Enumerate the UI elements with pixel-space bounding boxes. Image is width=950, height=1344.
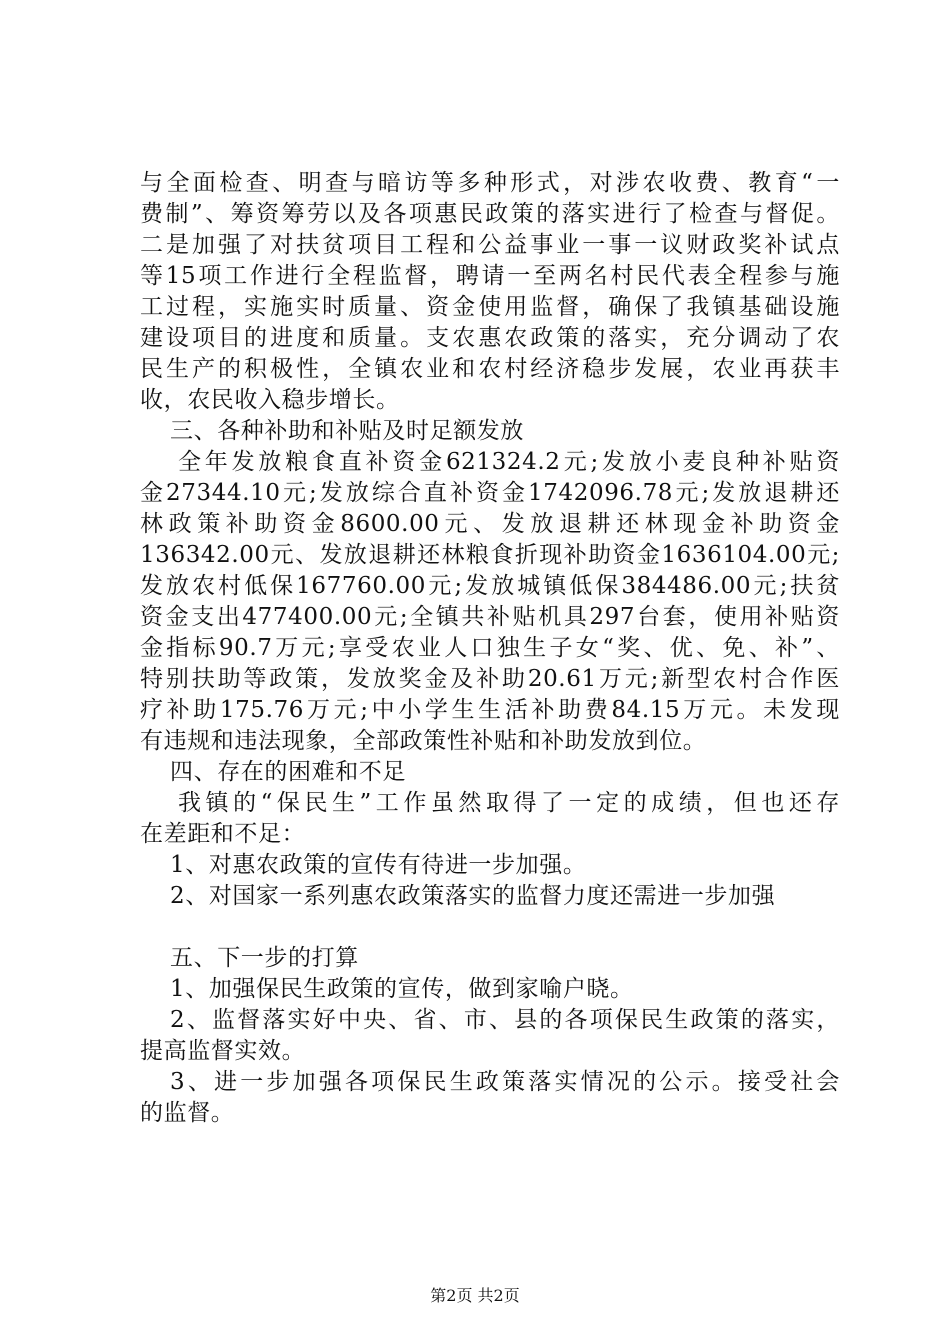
text-line: 等15项工作进行全程监督，聘请一至两名村民代表全程参与施 — [140, 263, 840, 289]
text-line: 金指标90.7万元;享受农业人口独生子女“奖、优、免、补”、 — [140, 635, 840, 661]
section-heading-difficulties: 四、存在的困难和不足 — [170, 759, 406, 785]
text-line: 建设项目的进度和质量。支农惠农政策的落实，充分调动了农 — [140, 325, 840, 351]
text-line: 2、监督落实好中央、省、市、县的各项保民生政策的落实， — [170, 1007, 840, 1033]
text-line: 全年发放粮食直补资金621324.2元;发放小麦良种补贴资 — [178, 449, 840, 475]
document-body — [140, 168, 840, 1129]
text-line: 在差距和不足： — [140, 821, 306, 847]
paragraph-supervision-continued — [140, 168, 840, 416]
list-item-plan-3 — [140, 1067, 840, 1129]
text-line: 与全面检查、明查与暗访等多种形式，对涉农收费、教育“一 — [140, 170, 840, 196]
text-line: 费制”、筹资筹劳以及各项惠民政策的落实进行了检查与督促。 — [140, 201, 840, 227]
list-item-plan-1: 1、加强保民生政策的宣传，做到家喻户晓。 — [170, 976, 634, 1002]
text-line: 资金支出477400.00元;全镇共补贴机具297台套，使用补贴资 — [140, 604, 840, 630]
paragraph-subsidy-details — [140, 447, 840, 757]
text-line: 3、进一步加强各项保民生政策落实情况的公示。接受社会 — [170, 1069, 840, 1095]
text-line: 林政策补助资金8600.00元、发放退耕还林现金补助资金 — [140, 511, 840, 537]
text-line: 136342.00元、发放退耕还林粮食折现补助资金1636104.00元; — [140, 542, 840, 568]
text-line: 民生产的积极性，全镇农业和农村经济稳步发展，农业再获丰 — [140, 356, 840, 382]
blank-line — [140, 912, 840, 943]
text-line: 发放农村低保167760.00元;发放城镇低保384486.00元;扶贫 — [140, 573, 840, 599]
text-line: 特别扶助等政策，发放奖金及补助20.61万元;新型农村合作医 — [140, 666, 840, 692]
paragraph-difficulties-intro — [140, 788, 840, 850]
text-line: 提高监督实效。 — [140, 1038, 306, 1064]
text-line: 疗补助175.76万元;中小学生生活补助费84.15万元。未发现 — [140, 697, 840, 723]
page-footer: 第2页 共2页 — [430, 1286, 520, 1305]
text-line: 有违规和违法现象，全部政策性补贴和补助发放到位。 — [140, 728, 707, 754]
text-line: 收，农民收入稳步增长。 — [140, 387, 400, 413]
text-line: 的监督。 — [140, 1100, 235, 1126]
text-line: 二是加强了对扶贫项目工程和公益事业一事一议财政奖补试点 — [140, 232, 840, 258]
list-item-difficulty-2: 2、对国家一系列惠农政策落实的监督力度还需进一步加强 — [170, 883, 776, 909]
list-item-plan-2 — [140, 1005, 840, 1067]
list-item-difficulty-1: 1、对惠农政策的宣传有待进一步加强。 — [170, 852, 587, 878]
text-line: 我镇的“保民生”工作虽然取得了一定的成绩，但也还存 — [178, 790, 840, 816]
section-heading-subsidies: 三、各种补助和补贴及时足额发放 — [170, 418, 524, 444]
text-line: 金27344.10元;发放综合直补资金1742096.78元;发放退耕还 — [140, 480, 840, 506]
text-line: 工过程，实施实时质量、资金使用监督，确保了我镇基础设施 — [140, 294, 840, 320]
section-heading-next-steps: 五、下一步的打算 — [170, 945, 359, 971]
